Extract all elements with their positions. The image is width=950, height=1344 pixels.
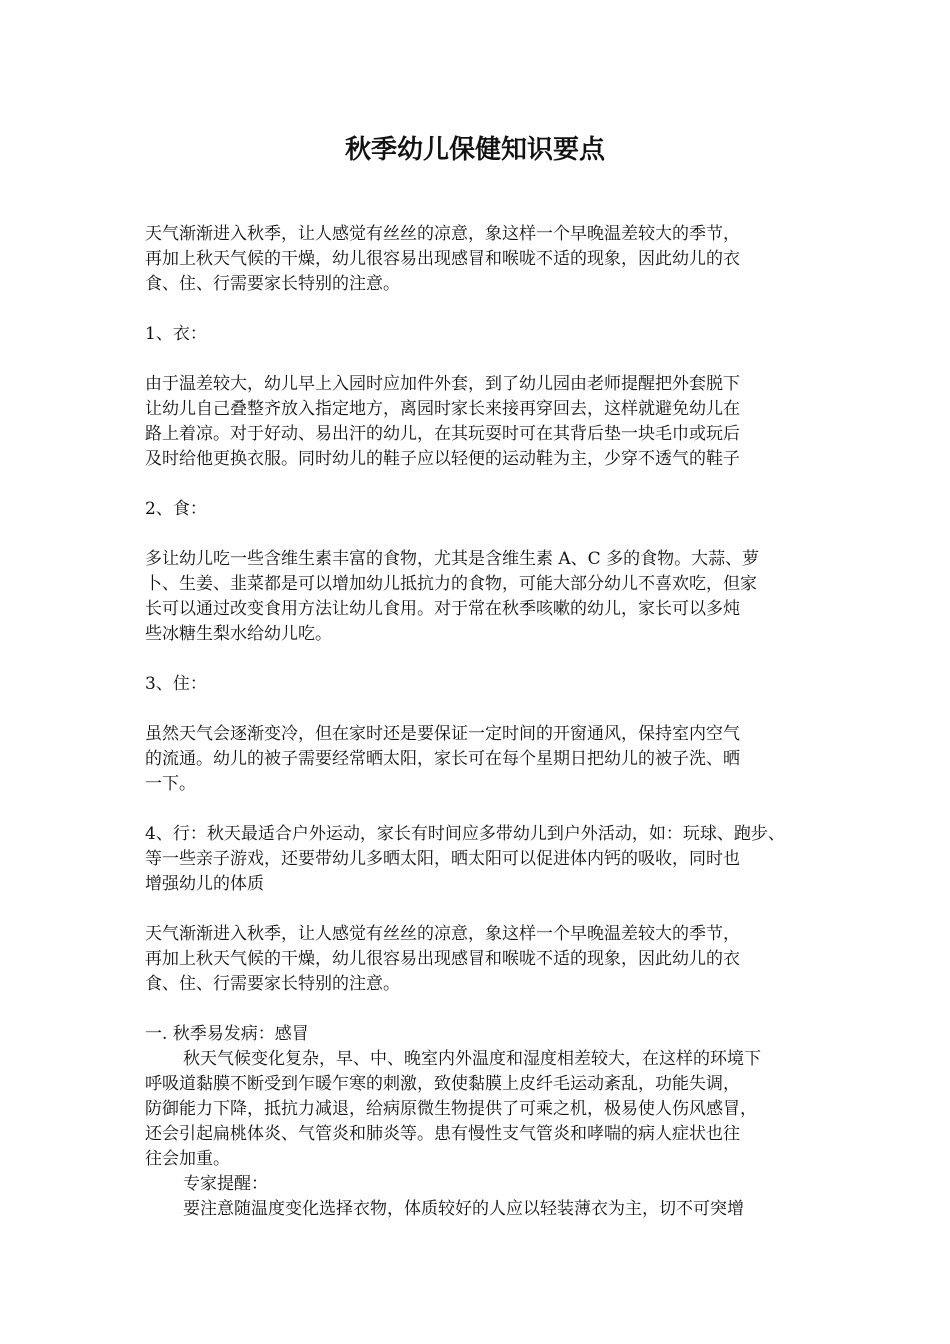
text-line: 天气渐渐进入秋季，让人感觉有丝丝的凉意，象这样一个早晚温差较大的季节， [145,224,740,244]
text-line: 长可以通过改变食用方法让幼儿食用。对于常在秋季咳嗽的幼儿，家长可以多炖 [145,599,740,619]
text-line: 的流通。幼儿的被子需要经常晒太阳，家长可在每个星期日把幼儿的被子洗、晒 [145,749,740,769]
section-heading-illness: 一. 秋季易发病：感冒 [145,1024,309,1044]
text-line: 路上着凉。对于好动、易出汗的幼儿，在其玩耍时可在其背后垫一块毛巾或玩后 [145,424,740,444]
text-line: 一下。 [145,774,196,794]
text-line: 防御能力下降，抵抗力减退，给病原微生物提供了可乘之机，极易使人伤风感冒， [145,1099,757,1119]
text-line: 及时给他更换衣服。同时幼儿的鞋子应以轻便的运动鞋为主，少穿不透气的鞋子 [145,449,740,469]
text-line: 等一些亲子游戏，还要带幼儿多晒太阳，晒太阳可以促进体内钙的吸收，同时也 [145,849,740,869]
text-line: 卜、生姜、韭菜都是可以增加幼儿抵抗力的食物，可能大部分幼儿不喜欢吃，但家 [145,574,757,594]
text-line: 些冰糖生梨水给幼儿吃。 [145,624,332,644]
document-body [145,222,810,1222]
text-line: 往会加重。 [145,1149,230,1169]
housing-paragraph [145,722,810,797]
travel-paragraph [145,822,810,897]
text-line: 让幼儿自己叠整齐放入指定地方，离园时家长来接再穿回去，这样就避免幼儿在 [145,399,740,419]
text-line: 再加上秋天气候的干燥，幼儿很容易出现感冒和喉咙不适的现象，因此幼儿的衣 [145,249,740,269]
text-line: 天气渐渐进入秋季，让人感觉有丝丝的凉意，象这样一个早晚温差较大的季节， [145,924,740,944]
text-line: 由于温差较大，幼儿早上入园时应加件外套，到了幼儿园由老师提醒把外套脱下 [145,374,740,394]
section-heading-housing: 3、住： [145,674,207,694]
expert-label: 专家提醒： [183,1174,268,1194]
text-line: 多让幼儿吃一些含维生素丰富的食物，尤其是含维生素 A、C 多的食物。大蒜、萝 [145,549,760,569]
text-line: 呼吸道黏膜不断受到乍暖乍寒的刺激，致使黏膜上皮纤毛运动紊乱，功能失调， [145,1074,740,1094]
text-line: 要注意随温度变化选择衣物，体质较好的人应以轻装薄衣为主，切不可突增 [183,1199,744,1219]
food-paragraph [145,547,810,647]
text-line: 再加上秋天气候的干燥，幼儿很容易出现感冒和喉咙不适的现象，因此幼儿的衣 [145,949,740,969]
intro-paragraph [145,222,810,297]
text-line: 食、住、行需要家长特别的注意。 [145,974,400,994]
text-line: 增强幼儿的体质 [145,874,264,894]
text-line: 秋天气候变化复杂，早、中、晚室内外温度和湿度相差较大，在这样的环境下 [183,1049,761,1069]
section-heading-clothing: 1、衣： [145,324,207,344]
text-line: 食、住、行需要家长特别的注意。 [145,274,400,294]
text-line: 还会引起扁桃体炎、气管炎和肺炎等。患有慢性支气管炎和哮喘的病人症状也往 [145,1124,740,1144]
page-title: 秋季幼儿保健知识要点 [344,135,605,165]
intro-repeat-paragraph [145,922,810,997]
illness-paragraph [145,1047,810,1222]
text-line: 虽然天气会逐渐变冷，但在家时还是要保证一定时间的开窗通风，保持室内空气 [145,724,740,744]
text-line: 4、行：秋天最适合户外运动，家长有时间应多带幼儿到户外活动，如：玩球、跑步、 [145,824,785,844]
clothing-paragraph [145,372,810,472]
section-heading-food: 2、食： [145,499,207,519]
